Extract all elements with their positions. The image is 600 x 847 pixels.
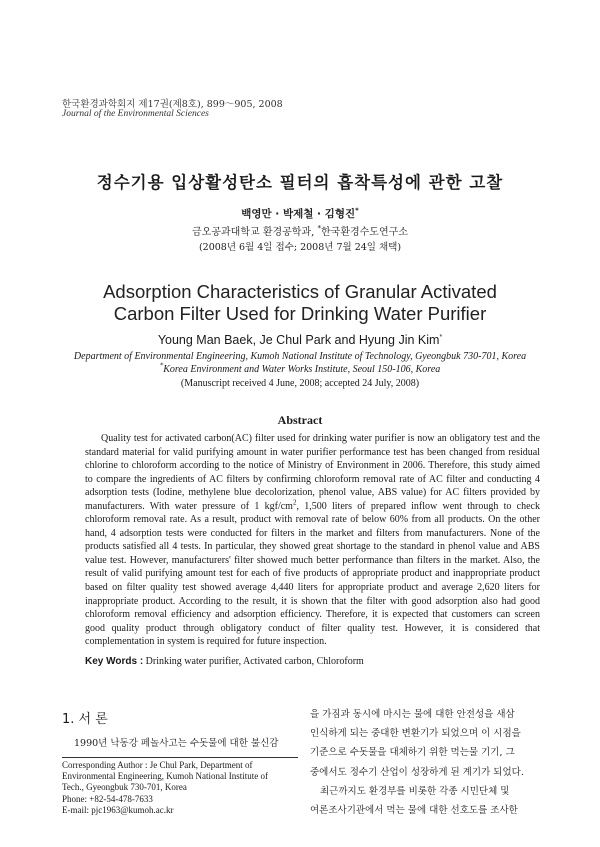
korean-author-names: 백영만 · 박제철 · 김형진 [241, 208, 356, 220]
korean-affiliation-main: 금오공과대학교 환경공학과, [192, 227, 315, 238]
intro-line: 인식하게 되는 중대한 변환기가 되었으며 이 시점을 [310, 728, 521, 740]
journal-citation: 한국환경과학회지 제17권(제8호), 899～905, 2008 [62, 99, 283, 110]
intro-left-text: 1990년 낙동강 페놀사고는 수돗물에 대한 불신감 [74, 738, 279, 749]
keywords-label: Key Words : [85, 656, 144, 667]
abstract-part-2: , 1,500 liters of prepared inflow went through to check chloroform removal rate. As a result, product with removal rate of below 60% from all products. On the other hand, 4 adsorption tests were conducted for filters in the market and filters from manufacturers. None of the products satisfied all 4 tests. In particular, they showed great shortage to the standard in phenol value and ABS value test. However, manufacturers' filter showed much better performance than filters in the market. Also, the result of valid purifying amount test for each of five products of appropriate product and inappropriate product based on filter quality test showed average 4,440 liters for appropriate product and average 2,620 liters for inappropriate product. According to the result, it is shown that the filter with good adsorption also had good chloroform removal efficiency and adsorption efficiency. Therefore, it is expected that customers can screen good quality product through obligatory conduct of filter quality test. However, it is considered that complementation in system is required for future inspection. [85, 500, 540, 648]
abstract-unit-superscript: 2 [292, 498, 297, 507]
footnote-line: Corresponding Author : Je Chul Park, Department of [62, 760, 253, 770]
english-author-names: Young Man Baek, Je Chul Park and Hyung Jin Kim [157, 333, 440, 347]
korean-dates: (2008년 6월 4일 접수; 2008년 7월 24일 채택) [198, 242, 402, 253]
intro-line: 기준으로 수돗물을 대체하기 위한 먹는물 기기, 그 [310, 747, 515, 759]
footnote-divider [62, 757, 298, 758]
footnote-line: Environmental Engineering, Kumoh National Institute of [62, 771, 268, 782]
intro-line: 최근까지도 환경부를 비롯한 각종 시민단체 및 [320, 785, 510, 797]
english-affiliation-2-text: Korea Environment and Water Works Institute, Seoul 150-106, Korea [163, 364, 441, 375]
korean-affiliation-second: 한국환경수도연구소 [321, 227, 408, 238]
manuscript-dates: (Manuscript received 4 June, 2008; accepted 24 July, 2008) [180, 378, 420, 389]
english-affiliation-2 [0, 361, 600, 375]
abstract-part-1: Quality test for activated carbon(AC) filter used for drinking water purifier is now an obligatory test and the standard material for valid purifying amount in water purifier performance test has been changed from residual chlorine to chloroform according to the notice of Ministry of Environment in 2006. Therefore, this study aimed to compare the ingredients of AC filters by confirming chloroform removal rate of AC filter and conducting 4 adsorption tests (Iodine, methylene blue decolorization, phenol value, ABS value) for AC filters provided by manufacturers. With water pressure of 1 kgf/cm [85, 433, 540, 512]
footnote-line: Tech., Gyeongbuk 730-701, Korea [62, 782, 187, 793]
korean-author-mark: * [355, 206, 359, 215]
korean-authors [0, 206, 600, 221]
english-title-line2: Carbon Filter Used for Drinking Water Purifier [113, 303, 487, 324]
section-heading: 1. 서 론 [62, 712, 108, 727]
footnote-email: E-mail: pjc1963@kumoh.ac.kr [62, 804, 174, 815]
english-affiliation-1: Department of Environmental Engineering, Kumoh National Institute of Technology, Gyeongbuk 730-701, Korea [73, 351, 527, 362]
intro-line: 여론조사기관에서 먹는 물에 대한 선호도를 조사한 [310, 805, 518, 817]
korean-affiliation-mark: * [317, 224, 321, 233]
journal-name: Journal of the Environmental Sciences [62, 109, 209, 119]
footnote-line: Phone: +82-54-478-7633 [62, 793, 153, 804]
english-affiliation-mark: * [159, 361, 164, 370]
corresponding-author-footnote [62, 760, 302, 816]
keywords-text: Drinking water purifier, Activated carbon, Chloroform [143, 656, 364, 667]
abstract-body [85, 432, 540, 649]
intro-line: 중에서도 정수기 산업이 성장하게 된 계기가 되었다. [310, 766, 524, 778]
korean-title: 정수기용 입상활성탄소 필터의 흡착특성에 관한 고찰 [96, 173, 504, 192]
english-authors [0, 333, 600, 347]
keywords [85, 656, 540, 667]
abstract-heading: Abstract [277, 413, 323, 427]
korean-affiliation [0, 223, 600, 238]
intro-right-column [310, 705, 542, 820]
english-title-line1: Adsorption Characteristics of Granular Activated [103, 281, 497, 302]
english-author-mark: * [439, 333, 443, 341]
intro-line: 을 가짐과 동시에 마시는 물에 대한 안전성을 새삼 [310, 709, 515, 720]
